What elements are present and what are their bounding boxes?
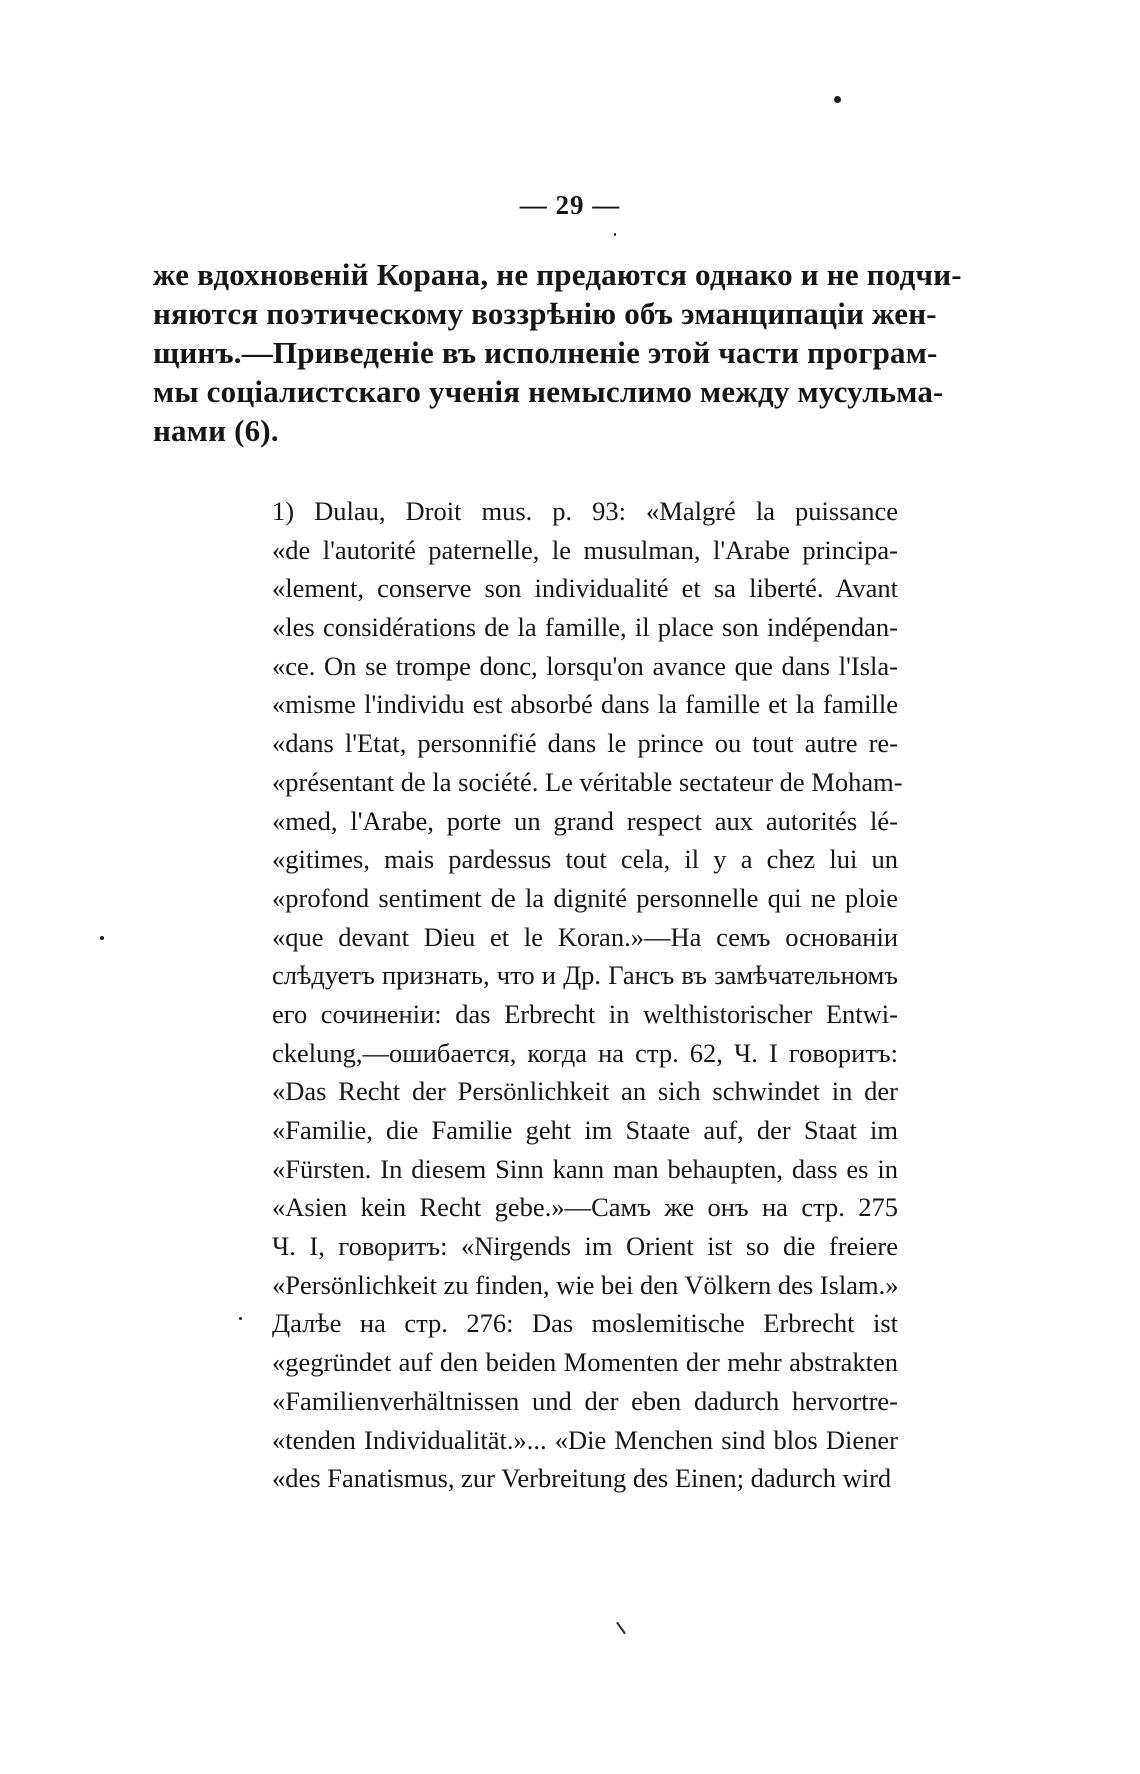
footnote-line: «présentant de la société. Le véritable sectateur de Moham- xyxy=(272,766,903,797)
text-line: нами (6). xyxy=(153,413,279,448)
footnote-line: «Familie, die Familie geht im Staate auf, der Staat im xyxy=(272,1115,898,1145)
footnote-line: ckelung,—ошибается, когда на стр. 62, Ч. I говоритъ: xyxy=(272,1037,898,1068)
scan-speck xyxy=(239,1317,242,1320)
text-line: щинъ.—Приведеніе въ исполненіе этой части програм- xyxy=(153,335,938,370)
footnote-line: «Familienverhältnissen und der eben dadurch hervortre- xyxy=(272,1385,898,1416)
footnote-line: «Fürsten. In diesem Sinn kann man behaupten, dass es in xyxy=(272,1153,898,1184)
scan-speck xyxy=(100,936,104,940)
main-text xyxy=(153,255,962,450)
page-number: — 29 — xyxy=(519,190,621,220)
footnote-line: «misme l'individu est absorbé dans la famille et la famille xyxy=(272,689,898,720)
footnote-line: «profond sentiment de la dignité personnelle qui ne ploie xyxy=(272,882,898,913)
footnote-line: «gegründet auf den beiden Momenten der mehr abstrakten xyxy=(272,1347,898,1378)
footnote-line: «Asien kein Recht gebe.»—Самъ же онъ на стр. 275 xyxy=(272,1192,898,1223)
footnote-line: Далѣе на стр. 276: Das moslemitische Erbrecht ist xyxy=(272,1308,898,1339)
footnote-line: «Das Recht der Persönlichkeit an sich schwindet in der xyxy=(272,1076,898,1107)
scan-speck xyxy=(834,96,841,103)
text-line: няются поэтическому воззрѣнію объ эманципаціи жен- xyxy=(153,296,937,331)
footnote-line: «les considérations de la famille, il place son indépendan- xyxy=(272,612,898,643)
footnote-line: «que devant Dieu et le Koran.»—На семъ основаніи xyxy=(272,921,898,952)
footnote-line: 1) Dulau, Droit mus. p. 93: «Malgré la puissance xyxy=(272,496,898,526)
footnote-line: слѣдуетъ признать, что и Др. Гансъ въ замѣчательномъ xyxy=(272,960,898,991)
footnote-line: «gitimes, mais pardessus tout cela, il y a chez lui un xyxy=(272,844,898,875)
footnote-line: «med, l'Arabe, porte un grand respect aux autorités lé- xyxy=(272,805,898,836)
footnote-line: Ч. I, говоритъ: «Nirgends im Orient ist so die freiere xyxy=(272,1231,898,1262)
scan-mark xyxy=(616,1622,626,1635)
footnote-line: «de l'autorité paternelle, le musulman, l'Arabe principa- xyxy=(272,534,898,565)
footnote-line: «des Fanatismus, zur Verbreitung des Einen; dadurch wird xyxy=(272,1463,892,1494)
footnote-line: «tenden Individualität.»... «Die Menchen sind blos Diener xyxy=(272,1424,898,1455)
footnote-line: «dans l'Etat, personnifié dans le prince ou tout autre re- xyxy=(272,728,898,759)
footnote-line: его сочиненіи: das Erbrecht in welthistorischer Entwi- xyxy=(272,998,898,1029)
footnote-line: «ce. On se trompe donc, lorsqu'on avance que dans l'Isla- xyxy=(272,650,898,681)
footnote-line: «Persönlichkeit zu finden, wie bei den Völkern des Islam.» xyxy=(272,1269,899,1300)
footnote-line: «lement, conserve son individualité et sa liberté. Avant xyxy=(272,573,898,604)
scan-speck xyxy=(614,233,616,236)
text-line: же вдохновеній Корана, не предаются однако и не подчи- xyxy=(153,257,962,292)
text-line: мы соціалистскаго ученія немыслимо между мусульма- xyxy=(153,374,944,409)
footnote xyxy=(272,492,903,1498)
